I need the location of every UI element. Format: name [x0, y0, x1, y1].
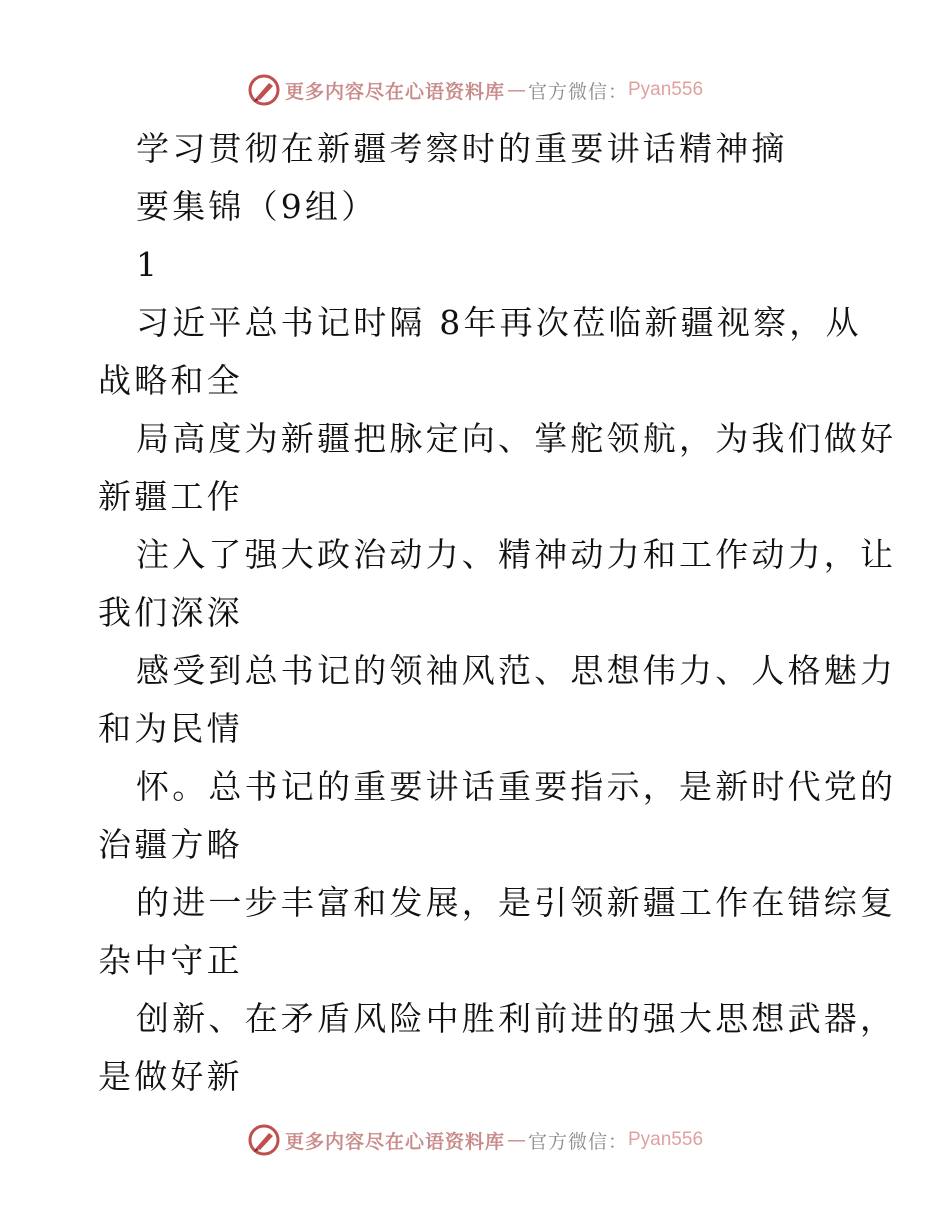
text-line: 创新、在矛盾风险中胜利前进的强大思想武器，	[136, 999, 897, 1038]
watermark-wechat-id: Pyan556	[628, 79, 704, 100]
watermark-dash: —	[506, 1129, 526, 1151]
document-body	[98, 120, 897, 1106]
text-line: 局高度为新疆把脉定向、掌舵领航，为我们做好	[136, 419, 897, 458]
document-title-line: 要集锦（9组）	[136, 187, 378, 226]
watermark-dash: —	[506, 79, 526, 101]
watermark-label: 官方微信：	[527, 1130, 628, 1153]
text-line: 怀。总书记的重要讲话重要指示，是新时代党的	[136, 767, 897, 806]
watermark-label: 官方微信：	[527, 80, 628, 103]
text-line: 治疆方略	[98, 825, 243, 864]
text-line: 的进一步丰富和发展，是引领新疆工作在错综复	[136, 883, 897, 922]
text-line: 注入了强大政治动力、精神动力和工作动力，让	[136, 535, 897, 574]
text-line: 习近平总书记时隔 8年再次莅临新疆视察，从	[136, 303, 862, 342]
text-line: 杂中守正	[98, 941, 243, 980]
footer-watermark	[0, 1120, 950, 1160]
text-line: 战略和全	[98, 361, 243, 400]
text-line: 和为民情	[98, 709, 243, 748]
watermark-main-text: 更多内容尽在心语资料库	[284, 1130, 505, 1153]
document-title-line: 学习贯彻在新疆考察时的重要讲话精神摘	[136, 129, 788, 168]
text-line: 感受到总书记的领袖风范、思想伟力、人格魅力	[136, 651, 897, 690]
pen-seal-icon	[247, 73, 281, 107]
text-line: 1	[136, 245, 161, 284]
watermark-main-text: 更多内容尽在心语资料库	[284, 80, 505, 103]
text-line: 新疆工作	[98, 477, 243, 516]
text-line: 是做好新	[98, 1057, 243, 1096]
header-watermark	[0, 70, 950, 110]
text-line: 我们深深	[98, 593, 243, 632]
pen-seal-icon	[247, 1123, 281, 1157]
watermark-wechat-id: Pyan556	[628, 1129, 704, 1150]
